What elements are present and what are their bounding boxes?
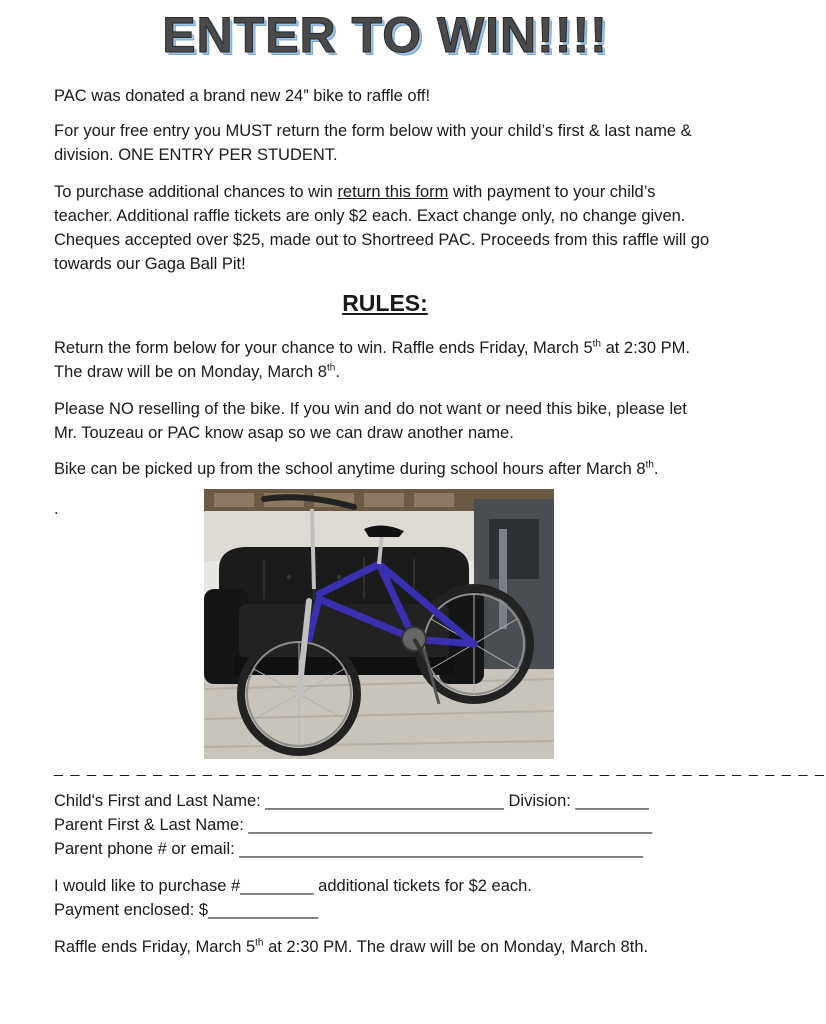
rule-1-sup-1: th [592,338,601,350]
intro-line-3-pre: To purchase additional chances to win [54,183,338,201]
rule-1-sup-2: th [326,362,336,374]
stray-dot: . [54,500,59,518]
rule-2: Please NO reselling of the bike. If you win and do not want or need this bike, please let Mr. Touzeau or PAC know asap so we can draw another name. [54,400,687,442]
child-name-field[interactable]: Child's First and Last Name: __________________________ Division: ________ [54,792,649,810]
rule-1-a: Return the form below for your chance to win. Raffle ends Friday, March 5 [54,339,593,357]
intro-line-2: For your free entry you MUST return the form below with your child’s first & last name & division. ONE ENTRY PER STUDENT. [54,122,692,164]
return-form-emphasis: return this form [337,183,449,201]
parent-name-field[interactable]: Parent First & Last Name: ____________________________________________ [54,816,653,834]
intro-line-1: PAC was donated a brand new 24” bike to raffle off! [54,87,431,105]
rule-1 [54,336,714,384]
intro-line-3-post: with payment to your child’s teacher. Additional raffle tickets are only $2 each. Exact change only, no change given. Cheques accepted over $25, made out to Shortreed PAC. Proceeds from this raffle will go towards our Gaga Ball Pit! [54,183,710,273]
footer-sup: th [255,937,264,949]
footer-b: at 2:30 PM. The draw will be on Monday, March 8th. [263,938,649,956]
footer-note [54,935,734,959]
rule-3-b: . [653,460,659,478]
rule-3-a: Bike can be picked up from the school anytime during school hours after March 8 [54,460,646,478]
parent-contact-field[interactable]: Parent phone # or email: ____________________________________________ [54,840,644,858]
rule-1-c: . [335,363,340,381]
cut-line: _ _ _ _ _ _ _ _ _ _ _ _ _ _ _ _ _ _ _ _ _ _ _ _ _ _ _ _ _ _ _ _ _ _ _ _ _ _ _ _ _ _ _ _ _ _ _ [54,760,826,777]
payment-field[interactable]: Payment enclosed: $____________ [54,901,319,919]
footer-a: Raffle ends Friday, March 5 [54,938,256,956]
rules-heading: RULES: [342,290,428,316]
purchase-tickets-field[interactable]: I would like to purchase #________ additional tickets for $2 each. [54,877,532,895]
page-title: ENTER TO WIN!!!! [162,7,608,63]
rule-1-b: at 2:30 PM. The draw will be on Monday, March 8 [54,339,690,381]
rule-3 [54,457,714,481]
rule-3-sup: th [645,459,654,471]
intro-line-3 [54,180,714,276]
bike-photo [204,489,554,759]
